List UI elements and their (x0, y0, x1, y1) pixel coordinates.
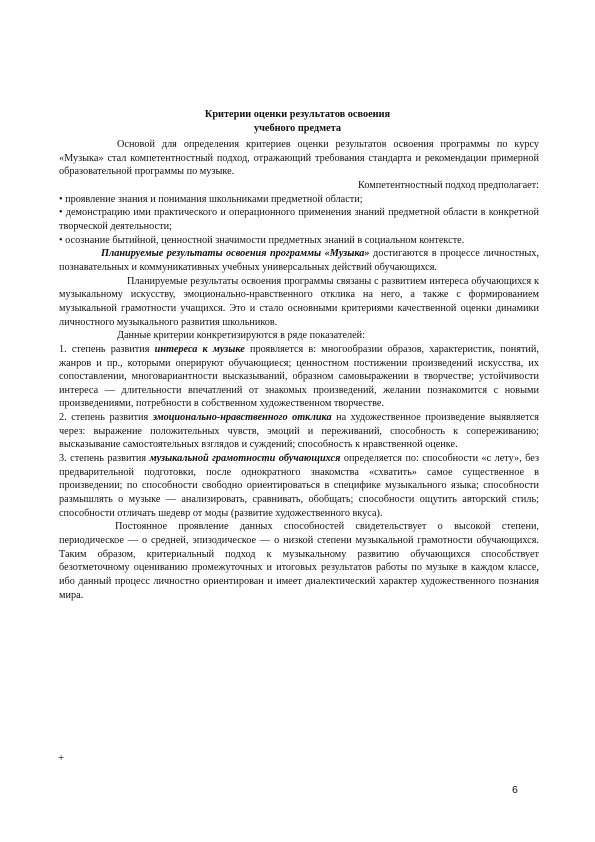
criterion-3-emphasis: музыкальной грамотности обучающихся (149, 453, 341, 465)
criterion-2-text: на художественное произведение выявляется через: выражение положительных чувств, эмоций и переживаний, способность к сопереживанию; высказывание самостоятельных взглядов и суждений; способность к нравственной оценке. (59, 412, 539, 451)
bullet-item-2: • демонстрацию ими практического и операционного применения знаний предметной области в конкретной творческой деятельности; (59, 207, 539, 232)
paragraph-results-link: Планируемые результаты освоения программы связаны с развитием интереса обучающихся к музыкальному искусству, эмоционально-нравственного отклика на него, а также с формированием музыкальной грамотности учащихся. Это и стало основными критериями качественной оценки динамики личностного музыкального развития школьников. (59, 275, 539, 328)
criterion-2-emphasis: эмоционально-нравственного отклика (152, 412, 332, 424)
title-line-1: Критерии оценки результатов освоения (204, 109, 391, 120)
paragraph-conclusion: Постоянное проявление данных способностей свидетельствует о высокой степени, периодическое — о средней, эпизодическое — о низкой степени музыкальной грамотности обучающихся. Таким образом, критериальный подход к музыкальному развитию обучающихся способствует безотметочному оцениванию промежуточных и итоговых результатов работы по музыке в каждом классе, ибо данный процесс личностно ориентирован и имеет диалектический характер художественного познания мира. (59, 521, 539, 601)
criterion-1-emphasis: интереса к музыке (154, 343, 245, 355)
bullet-item-3: • осознание бытийной, ценностной значимости предметных знаний в социальном контексте. (59, 234, 465, 246)
planned-results-emphasis: Планируемые результаты освоения программы «Музыка» (101, 248, 370, 260)
criterion-2 (59, 411, 539, 452)
paragraph-criteria-intro: Данные критерии конкретизируются в ряде показателей: (117, 330, 365, 342)
plus-mark: + (58, 752, 65, 764)
paragraph-planned-results (59, 247, 539, 274)
criterion-3 (59, 452, 539, 520)
paragraph-approach: Компетентностный подход предполагает: (358, 179, 539, 191)
document-title (60, 108, 535, 136)
criterion-2-prefix: 2. степень развития (59, 412, 153, 424)
criterion-1-text: проявляется в: многообразии образов, характеристик, понятий, жанров и пр., которыми оперируют обучающиеся; ценностном постижении произведений искусства, их сопоставлении, многовариантности высказываний, образном самовыражении в творчестве; устойчивости интереса — длительности впечатлений от знакомых произведений, желании познакомится с новыми произведениями, потребности в собственном художественном творчестве. (59, 343, 539, 410)
criterion-1-prefix: 1. степень развития (59, 343, 155, 355)
bullet-item-1: • проявление знания и понимания школьниками предметной области; (59, 193, 363, 205)
criterion-1 (59, 343, 539, 411)
criterion-3-prefix: 3. степень развития (59, 453, 150, 465)
title-line-2: учебного предмета (253, 123, 342, 134)
paragraph-intro: Основой для определения критериев оценки результатов освоения программы по курсу «Музыка» стал компетентностный подход, отражающий требования стандарта и рекомендации примерной образовательной программы по музыке. (59, 139, 539, 178)
planned-results-text: достигаются в процессе личностных, познавательных и коммуникативных учебных универсальных действий обучающихся. (59, 248, 539, 273)
criterion-3-text: определяется по: способности «с лету», без предварительной подготовки, после однократного знакомства «схватить» самое существенное в произведении; по способности свободно ориентироваться в специфике музыкального языка; способности размышлять о музыке — анализировать, сравнивать, обобщать; способности ощутить авторский стиль; способности отличать шедевр от моды (развитие художественного вкуса). (59, 453, 539, 519)
document-body (59, 138, 539, 602)
page-number: 6 (512, 784, 518, 796)
